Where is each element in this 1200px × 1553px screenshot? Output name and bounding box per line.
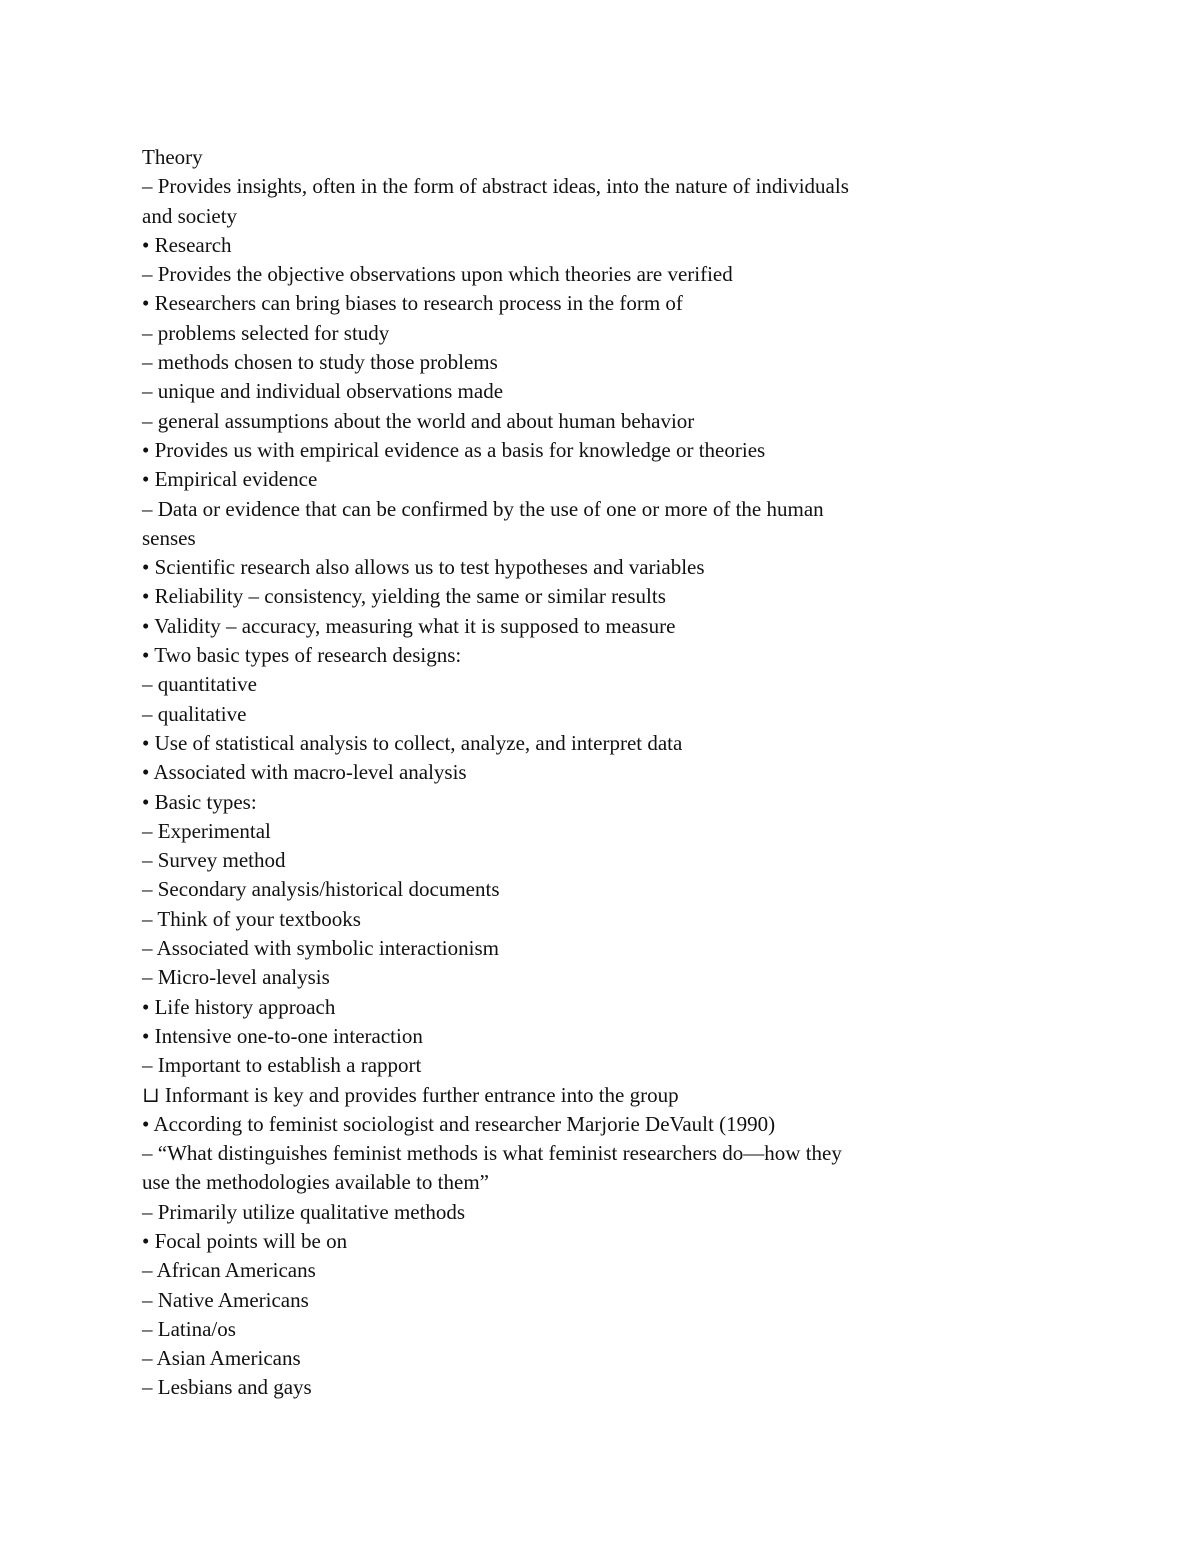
text-line: – Experimental (142, 818, 271, 843)
text-line: – Data or evidence that can be confirmed by the use of one or more of the human (142, 496, 824, 521)
text-line: – problems selected for study (142, 320, 390, 345)
text-line: – Micro-level analysis (142, 965, 330, 990)
text-line: use the methodologies available to them” (142, 1170, 489, 1195)
text-line: • Associated with macro-level analysis (142, 760, 467, 785)
text-line: – general assumptions about the world and about human behavior (142, 408, 695, 433)
text-line: • Empirical evidence (142, 467, 318, 492)
text-line: – Survey method (142, 848, 286, 873)
text-line: – Provides the objective observations upon which theories are verified (142, 262, 733, 287)
text-line: – Latina/os (142, 1316, 236, 1341)
text-line: senses (142, 525, 196, 550)
text-line: and society (142, 203, 238, 228)
text-line: Theory (142, 145, 203, 169)
text-line: – African Americans (142, 1258, 316, 1283)
text-line: – Important to establish a rapport (142, 1053, 422, 1078)
text-line: – Asian Americans (142, 1346, 301, 1371)
text-line: – qualitative (142, 701, 247, 726)
text-line: – Think of your textbooks (142, 906, 361, 931)
text-line: – unique and individual observations made (142, 379, 504, 404)
text-line: • Reliability – consistency, yielding the same or similar results (142, 584, 666, 609)
text-line: • Life history approach (142, 994, 336, 1019)
text-line: • Validity – accuracy, measuring what it is supposed to measure (142, 613, 676, 638)
text-line: – Provides insights, often in the form of abstract ideas, into the nature of individuals (142, 174, 849, 199)
text-line: – Native Americans (142, 1287, 309, 1312)
text-line: • Use of statistical analysis to collect, analyze, and interpret data (142, 730, 683, 755)
text-line: – “What distinguishes feminist methods is what feminist researchers do—how they (142, 1141, 842, 1166)
text-line: – Lesbians and gays (142, 1375, 312, 1400)
text-line: • Two basic types of research designs: (142, 643, 462, 668)
text-line: • Basic types: (142, 789, 257, 814)
text-line: • Focal points will be on (142, 1228, 348, 1253)
document-body (142, 143, 942, 1403)
text-line: – methods chosen to study those problems (142, 350, 498, 375)
text-line: • Researchers can bring biases to research process in the form of (142, 291, 683, 316)
text-line: – quantitative (142, 672, 257, 697)
text-line: • Research (142, 232, 232, 257)
text-line: • Provides us with empirical evidence as a basis for knowledge or theories (142, 437, 766, 462)
text-line: • Intensive one-to-one interaction (142, 1023, 423, 1048)
text-line: – Primarily utilize qualitative methods (142, 1199, 466, 1224)
text-line: • Scientific research also allows us to test hypotheses and variables (142, 555, 705, 580)
text-line: • According to feminist sociologist and researcher Marjorie DeVault (1990) (142, 1111, 776, 1136)
text-line: – Secondary analysis/historical documents (142, 877, 500, 902)
text-line: ⊔ Informant is key and provides further entrance into the group (142, 1082, 679, 1107)
text-line: – Associated with symbolic interactionism (142, 936, 499, 961)
